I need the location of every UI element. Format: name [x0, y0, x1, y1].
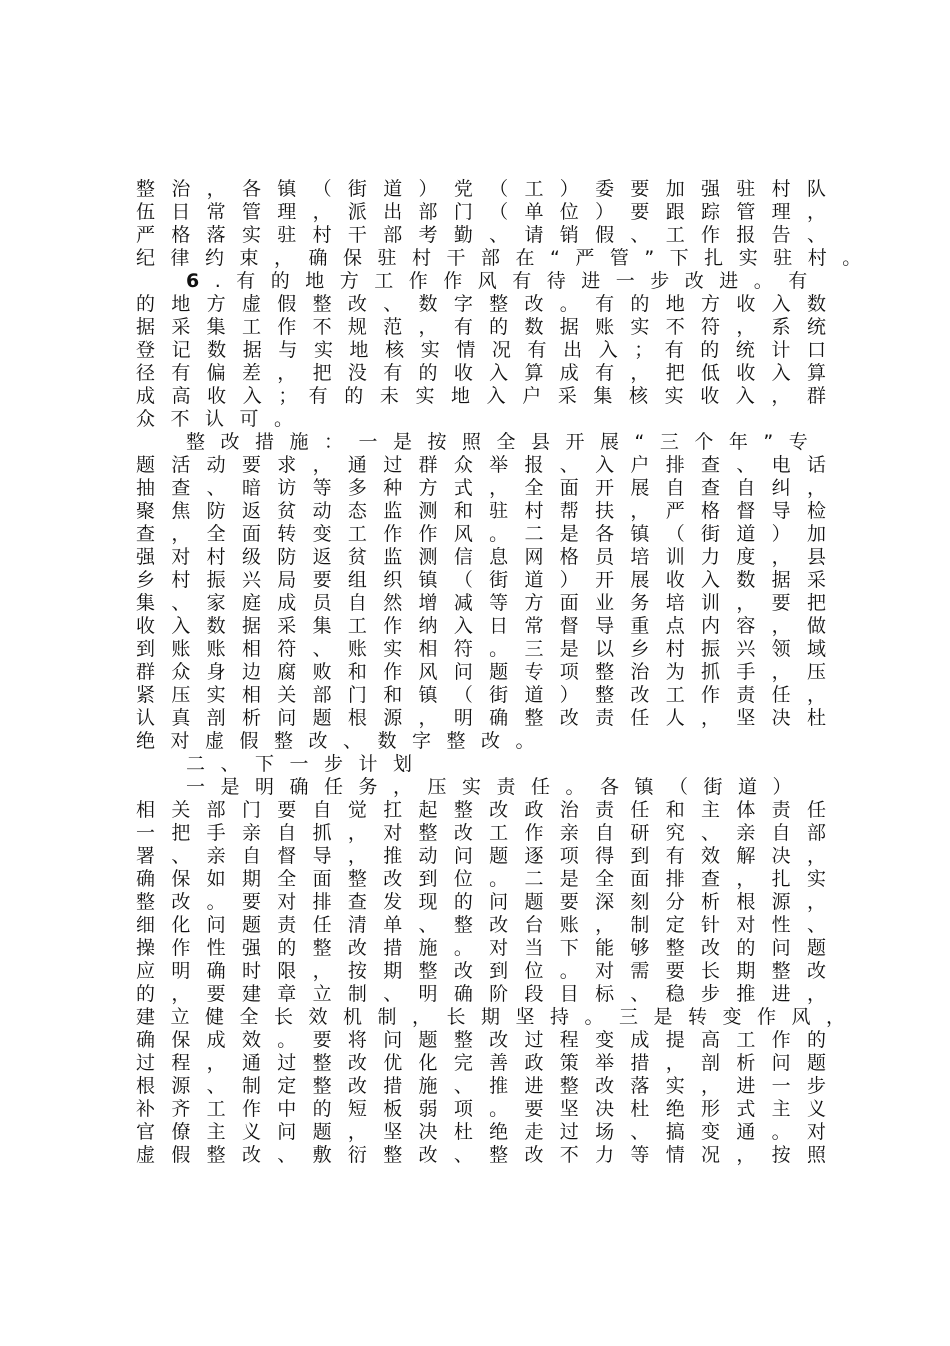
line-text: 成​ 高​ 收​ 入​ ；​ 有​ 的​ 未​ 实​ 地​ 入​ 户​ 采​ 集​ 核​ 实​ 收​ 入​ ，​ 群 [136, 385, 826, 407]
text-line [136, 799, 826, 822]
line-text: 虚​ 假​ 整​ 改​ 、​ 敷​ 衍​ 整​ 改​ 、​ 整​ 改​ 不​ 力​ 等​ 情​ 况​ ，​ 按​ 照 [136, 1144, 826, 1166]
text-line [136, 293, 826, 316]
line-text: 查​ ，​ 全​ 面​ 转​ 变​ 工​ 作​ 作​ 风​ 。​ 二​ 是​ 各​ 镇​ （​ 街​ 道​ ）​ 加 [136, 523, 826, 545]
text-line [136, 615, 826, 638]
text-line [136, 776, 826, 799]
text-line [136, 684, 826, 707]
text-line [136, 270, 826, 293]
text-line [136, 661, 826, 684]
line-text: 补​ 齐​ 工​ 作​ 中​ 的​ 短​ 板​ 弱​ 项​ 。​ 要​ 坚​ 决​ 杜​ 绝​ 形​ 式​ 主​ 义 [136, 1098, 826, 1120]
line-text: .有的地方工作作风有待进一步改进。有 [214, 270, 823, 292]
text-line [136, 822, 826, 845]
text-line [136, 707, 826, 730]
line-text: 操​ 作​ 性​ 强​ 的​ 整​ 改​ 措​ 施​ 。​ 对​ 当​ 下​ 能​ 够​ 整​ 改​ 的​ 问​ 题 [136, 937, 826, 959]
line-text: 紧​ 压​ 实​ 相​ 关​ 部​ 门​ 和​ 镇​ （​ 街​ 道​ ）​ 整​ 改​ 工​ 作​ 责​ 任​ ， [136, 684, 826, 706]
line-text: 官​ 僚​ 主​ 义​ 问​ 题​ ，​ 坚​ 决​ 杜​ 绝​ 走​ 过​ 场​ 、​ 搞​ 变​ 通​ 。​ 对 [136, 1121, 826, 1143]
text-line [136, 385, 826, 408]
text-line [136, 339, 826, 362]
text-line [136, 937, 826, 960]
text-line [136, 316, 826, 339]
line-text: 应​ 明​ 确​ 时​ 限​ ，​ 按​ 期​ 整​ 改​ 到​ 位​ 。​ 对​ 需​ 要​ 长​ 期​ 整​ 改 [136, 960, 826, 982]
line-text: 二、下一步计划 [186, 753, 428, 775]
line-text: 抽​ 查​ 、​ 暗​ 访​ 等​ 多​ 种​ 方​ 式​ ，​ 全​ 面​ 开​ 展​ 自​ 查​ 自​ 纠​ ， [136, 477, 826, 499]
text-line [136, 1006, 861, 1029]
text-line [136, 753, 826, 776]
section-number: 6 [186, 270, 215, 292]
line-text: 过​ 程​ ，​ 通​ 过​ 整​ 改​ 优​ 化​ 完​ 善​ 政​ 策​ 举​ 措​ ，​ 剖​ 析​ 问​ 题 [136, 1052, 826, 1074]
text-line [136, 960, 826, 983]
line-text: 聚​ 焦​ 防​ 返​ 贫​ 动​ 态​ 监​ 测​ 和​ 驻​ 村​ 帮​ 扶​ ，​ 严​ 格​ 督​ 导​ 检 [136, 500, 826, 522]
text-line [136, 523, 826, 546]
line-text: 纪律约束，确保驻村干部在“严管”下扎实驻村。 [136, 247, 877, 269]
line-text: 伍​ 日​ 常​ 管​ 理​ ，​ 派​ 出​ 部​ 门​ （​ 单​ 位​ ）​ 要​ 跟​ 踪​ 管​ 理​ ， [136, 201, 826, 223]
text-line [136, 845, 826, 868]
line-text: 的​ ，​ 要​ 建​ 章​ 立​ 制​ 、​ 明​ 确​ 阶​ 段​ 目​ 标​ 、​ 稳​ 步​ 推​ 进​ ， [136, 983, 826, 1005]
line-text: 绝对虚假整改、数字整改。 [136, 730, 551, 752]
text-line [136, 983, 826, 1006]
line-text: 收​ 入​ 数​ 据​ 采​ 集​ 工​ 作​ 纳​ 入​ 日​ 常​ 督​ 导​ 重​ 点​ 内​ 容​ ，​ 做 [136, 615, 826, 637]
line-text: 整改措施：一是按照全县开展“三个年”专 [186, 431, 824, 453]
text-line [136, 1121, 826, 1144]
text-line [136, 914, 826, 937]
text-line [136, 500, 826, 523]
line-text: 确​ 保​ 成​ 效​ 。​ 要​ 将​ 问​ 题​ 整​ 改​ 过​ 程​ 变​ 成​ 提​ 高​ 工​ 作​ 的 [136, 1029, 826, 1051]
text-line [136, 247, 877, 270]
line-text: 确​ 保​ 如​ 期​ 全​ 面​ 整​ 改​ 到​ 位​ 。​ 二​ 是​ 全​ 面​ 排​ 查​ ，​ 扎​ 实 [136, 868, 826, 890]
text-line [136, 638, 826, 661]
line-text: 一​ 把​ 手​ 亲​ 自​ 抓​ ，​ 对​ 整​ 改​ 工​ 作​ 亲​ 自​ 研​ 究​ 、​ 亲​ 自​ 部 [136, 822, 826, 844]
line-text: 署​ 、​ 亲​ 自​ 督​ 导​ ，​ 推​ 动​ 问​ 题​ 逐​ 项​ 得​ 到​ 有​ 效​ 解​ 决​ ， [136, 845, 826, 867]
text-line [136, 431, 826, 454]
line-text: 登​ 记​ 数​ 据​ 与​ 实​ 地​ 核​ 实​ 情​ 况​ 有​ 出​ 入​ ；​ 有​ 的​ 统​ 计​ 口 [136, 339, 826, 361]
text-line [136, 224, 826, 247]
body-text [136, 178, 877, 1167]
line-text: 认​ 真​ 剖​ 析​ 问​ 题​ 根​ 源​ ，​ 明​ 确​ 整​ 改​ 责​ 任​ 人​ ，​ 坚​ 决​ 杜 [136, 707, 826, 729]
text-line [136, 569, 826, 592]
line-text: 根​ 源​ 、​ 制​ 定​ 整​ 改​ 措​ 施​ 、​ 推​ 进​ 整​ 改​ 落​ 实​ ，​ 进​ 一​ 步 [136, 1075, 826, 1097]
line-text: 的​ 地​ 方​ 虚​ 假​ 整​ 改​ 、​ 数​ 字​ 整​ 改​ 。​ 有​ 的​ 地​ 方​ 收​ 入​ 数 [136, 293, 826, 315]
line-text: 集​ 、​ 家​ 庭​ 成​ 员​ 自​ 然​ 增​ 减​ 等​ 方​ 面​ 业​ 务​ 培​ 训​ ，​ 要​ 把 [136, 592, 826, 614]
text-line [136, 454, 826, 477]
text-line [136, 1052, 826, 1075]
text-line [136, 1029, 826, 1052]
line-text: 整​ 改​ 。​ 要​ 对​ 排​ 查​ 发​ 现​ 的​ 问​ 题​ 要​ 深​ 刻​ 分​ 析​ 根​ 源​ ， [136, 891, 826, 913]
text-line [136, 868, 826, 891]
text-line [136, 1098, 826, 1121]
line-text: 据​ 采​ 集​ 工​ 作​ 不​ 规​ 范​ ，​ 有​ 的​ 数​ 据​ 账​ 实​ 不​ 符​ ，​ 系​ 统 [136, 316, 826, 338]
text-line [136, 178, 826, 201]
line-text: 一是明确任务，压实责任。各镇（街道） [186, 776, 808, 798]
line-text: 细​ 化​ 问​ 题​ 责​ 任​ 清​ 单​ 、​ 整​ 改​ 台​ 账​ ，​ 制​ 定​ 针​ 对​ 性​ 、 [136, 914, 826, 936]
text-line [136, 362, 826, 385]
line-text: 群​ 众​ 身​ 边​ 腐​ 败​ 和​ 作​ 风​ 问​ 题​ 专​ 项​ 整​ 治​ 为​ 抓​ 手​ ，​ 压 [136, 661, 826, 683]
line-text: 相​ 关​ 部​ 门​ 要​ 自​ 觉​ 扛​ 起​ 整​ 改​ 政​ 治​ 责​ 任​ 和​ 主​ 体​ 责​ 任 [136, 799, 826, 821]
line-text: 整​ 治​ ，​ 各​ 镇​ （​ 街​ 道​ ）​ 党​ （​ 工​ ）​ 委​ 要​ 加​ 强​ 驻​ 村​ 队 [136, 178, 826, 200]
line-text: 径​ 有​ 偏​ 差​ ，​ 把​ 没​ 有​ 的​ 收​ 入​ 算​ 成​ 有​ ，​ 把​ 低​ 收​ 入​ 算 [136, 362, 826, 384]
text-line [136, 891, 826, 914]
line-text: 题​ 活​ 动​ 要​ 求​ ，​ 通​ 过​ 群​ 众​ 举​ 报​ 、​ 入​ 户​ 排​ 查​ 、​ 电​ 话 [136, 454, 826, 476]
text-line [136, 546, 826, 569]
line-text: 严​ 格​ 落​ 实​ 驻​ 村​ 干​ 部​ 考​ 勤​ 、​ 请​ 销​ 假​ 、​ 工​ 作​ 报​ 告​ 、 [136, 224, 826, 246]
text-line [136, 730, 826, 753]
text-line [136, 1144, 826, 1167]
line-text: 乡​ 村​ 振​ 兴​ 局​ 要​ 组​ 织​ 镇​ （​ 街​ 道​ ）​ 开​ 展​ 收​ 入​ 数​ 据​ 采 [136, 569, 826, 591]
text-line [136, 1075, 826, 1098]
text-line [136, 408, 826, 431]
line-text: 到​ 账​ 账​ 相​ 符​ 、​ 账​ 实​ 相​ 符​ 。​ 三​ 是​ 以​ 乡​ 村​ 振​ 兴​ 领​ 域 [136, 638, 826, 660]
line-text: 建立健全长效机制，长期坚持。三是转变作风， [136, 1006, 861, 1028]
text-line [136, 477, 826, 500]
text-line [136, 592, 826, 615]
text-line [136, 201, 826, 224]
line-text: 众不认可。 [136, 408, 309, 430]
line-text: 强​ 对​ 村​ 级​ 防​ 返​ 贫​ 监​ 测​ 信​ 息​ 网​ 格​ 员​ 培​ 训​ 力​ 度​ ，​ 县 [136, 546, 826, 568]
